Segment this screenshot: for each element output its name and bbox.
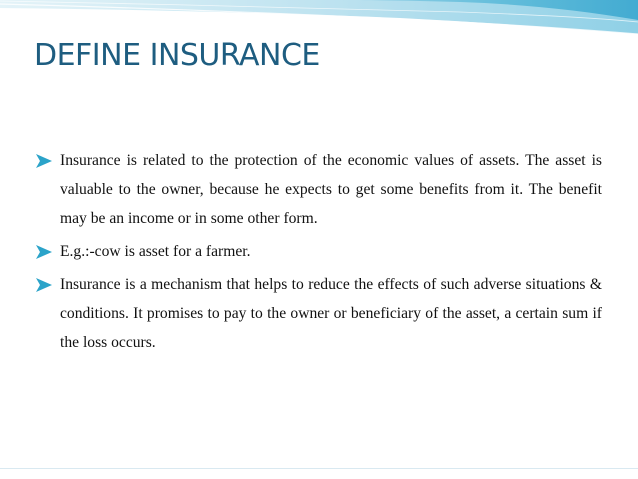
bullet-item (36, 270, 602, 357)
slide-title: DEFINE INSURANCE (34, 38, 320, 73)
diamond-pointer-icon (36, 154, 52, 168)
diamond-pointer-icon (36, 278, 52, 292)
bullet-list (36, 146, 602, 361)
footer-divider (0, 468, 638, 469)
bullet-text: E.g.:-cow is asset for a farmer. (60, 243, 251, 260)
bullet-item (36, 237, 602, 266)
bullet-text: Insurance is related to the protection of the economic values of assets. The asset is valuable to the owner, because he expects to get some benefits from it. The benefit may be an income or in some other form. (60, 152, 602, 227)
bullet-text: Insurance is a mechanism that helps to reduce the effects of such adverse situations & conditions. It promises to pay to the owner or beneficiary of the asset, a certain sum if the loss occurs. (60, 276, 602, 351)
bullet-item (36, 146, 602, 233)
diamond-pointer-icon (36, 245, 52, 259)
